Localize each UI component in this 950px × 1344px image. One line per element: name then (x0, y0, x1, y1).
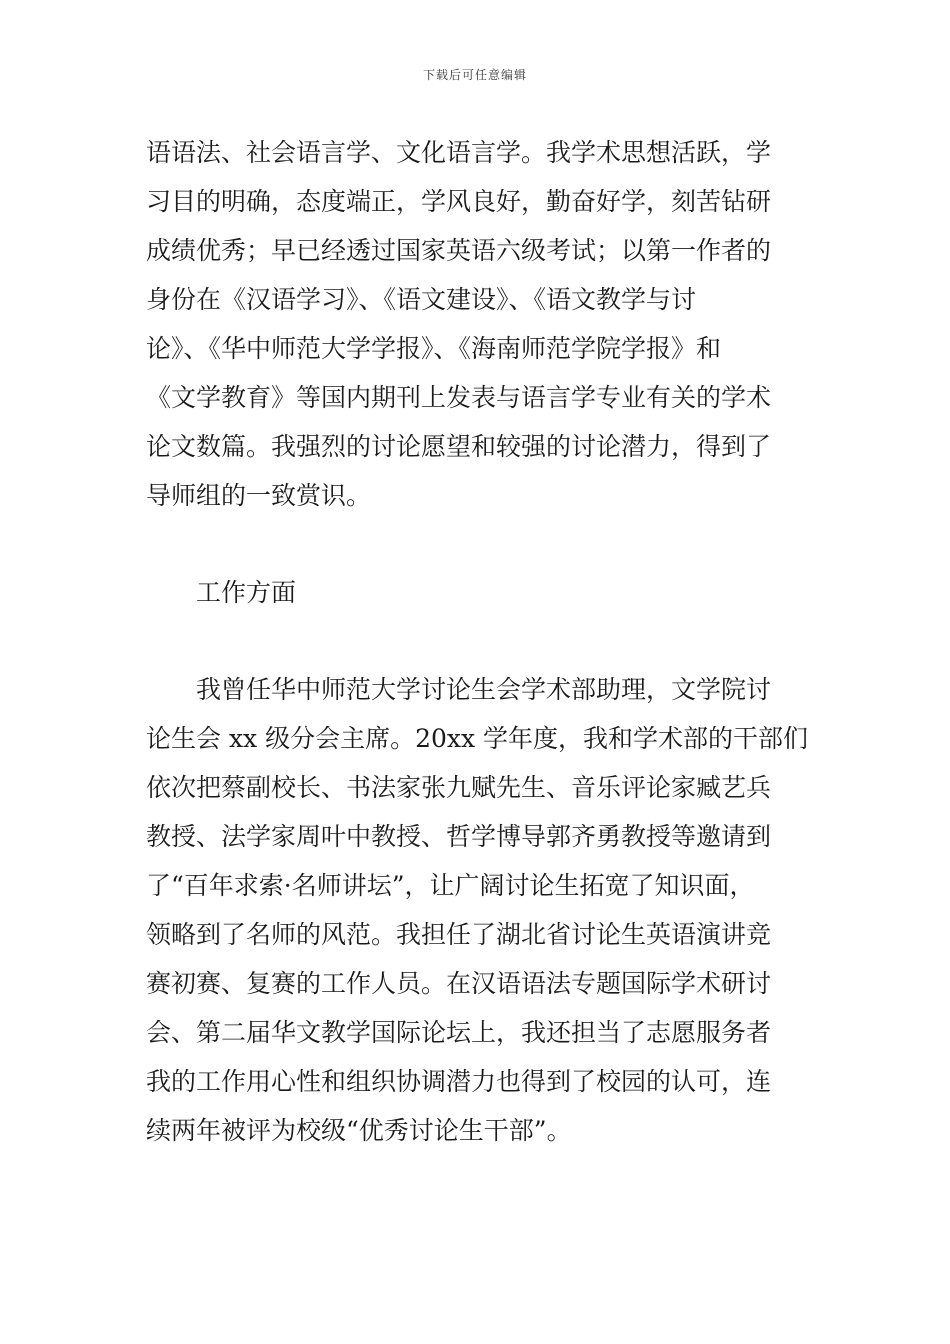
paragraph-line: 习目的明确，态度端正，学风良好，勤奋好学，刻苦钻研 (146, 187, 772, 216)
paragraph-line: 领略到了名师的风范。我担任了湖北省讨论生英语演讲竞 (146, 920, 772, 949)
paragraph-line: 教授、法学家周叶中教授、哲学博导郭齐勇教授等邀请到 (146, 822, 772, 851)
paragraph-academic (146, 128, 836, 520)
paragraph-line: 《文学教育》等国内期刊上发表与语言学专业有关的学术 (146, 383, 772, 412)
paragraph-line: 了“百年求索·名师讲坛”，让广阔讨论生拓宽了知识面， (146, 871, 755, 900)
spacer (146, 520, 836, 568)
page-header-caption: 下载后可任意编辑 (422, 68, 527, 82)
paragraph-line: 依次把蔡副校长、书法家张九赋先生、音乐评论家臧艺兵 (146, 773, 772, 802)
document-body (146, 128, 836, 1155)
paragraph-line: 论生会 xx 级分会主席。20xx 学年度，我和学术部的干部们 (146, 724, 809, 753)
paragraph-line: 我的工作用心性和组织协调潜力也得到了校园的认可，连 (146, 1067, 772, 1096)
paragraph-line: 赛初赛、复赛的工作人员。在汉语语法专题国际学术研讨 (146, 969, 772, 998)
paragraph-line: 导师组的一致赏识。 (146, 481, 372, 510)
paragraph-work (146, 665, 836, 1155)
paragraph-line: 续两年被评为校级“优秀讨论生干部”。 (146, 1116, 572, 1145)
paragraph-line: 会、第二届华文教学国际论坛上，我还担当了志愿服务者 (146, 1018, 772, 1047)
paragraph-line: 成绩优秀；早已经透过国家英语六级考试；以第一作者的 (146, 236, 772, 265)
spacer (146, 617, 836, 665)
paragraph-line: 我曾任华中师范大学讨论生会学术部助理，文学院讨 (196, 675, 772, 704)
paragraph-line: 论文数篇。我强烈的讨论愿望和较强的讨论潜力，得到了 (146, 432, 772, 461)
paragraph-line: 语语法、社会语言学、文化语言学。我学术思想活跃，学 (146, 138, 772, 167)
paragraph-line: 身份在《汉语学习》、《语文建设》、《语文教学与讨 (146, 285, 697, 314)
paragraph-line: 论》、《华中师范大学学报》、《海南师范学院学报》和 (146, 334, 722, 363)
section-heading: 工作方面 (196, 578, 297, 607)
